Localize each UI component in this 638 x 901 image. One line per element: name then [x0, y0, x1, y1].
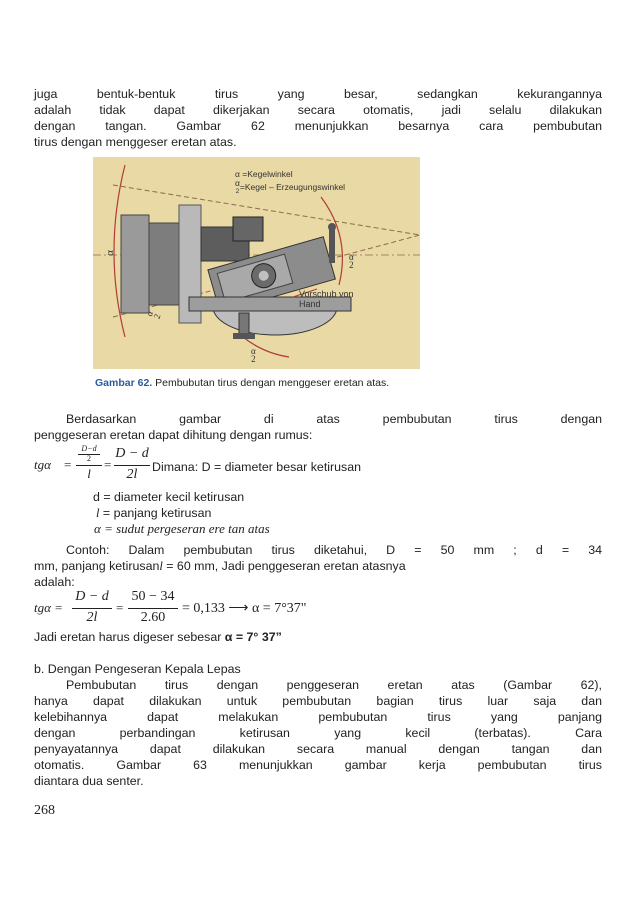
formula1-where: Dimana: D = diameter besar ketirusan	[152, 460, 362, 474]
example-line: Contoh: Dalam pembubutan tirus diketahui, D = 50 mm ; d = 34	[66, 543, 602, 557]
formula1-lhs: tgα	[34, 457, 51, 472]
formula2-lhs: tgα =	[34, 600, 63, 615]
example-line2-l: l	[159, 559, 163, 573]
section-b-line: Pembubutan tirus dengan penggeseran eretan atas (Gambar 62),	[66, 678, 602, 692]
conclusion-text: Jadi eretan harus digeser sebesar	[34, 630, 222, 644]
formula2-denominator1: 2l	[86, 610, 98, 625]
formula2-bar2	[128, 608, 178, 609]
conclusion-value: α = 7° 37”	[221, 630, 282, 644]
half-angle-alpha: α	[349, 252, 354, 262]
half-angle-alpha: α	[144, 309, 156, 318]
section-b-line: diantara dua senter.	[34, 774, 144, 788]
page-number: 268	[34, 803, 55, 818]
section-b-line: hanya dapat dilakukan untuk pembubutan bagian tirus luar saja dan	[34, 694, 602, 708]
figure-legend-erzeugungswinkel	[235, 180, 345, 195]
section-b-line: dengan perbandingan ketirusan yang kecil (terbatas). Cara	[34, 726, 602, 740]
definition-d: d = diameter kecil ketirusan	[93, 490, 245, 504]
formula2-numerator1: D − d	[75, 589, 109, 604]
section-b-heading: b. Dengan Pengeseran Kepala Lepas	[34, 662, 241, 676]
figure-legend-kegelwinkel: α =Kegelwinkel	[235, 169, 293, 179]
vorschub-label	[299, 289, 354, 309]
half-angle-label-right	[349, 253, 354, 269]
paragraph-line: Berdasarkan gambar di atas pembubutan tirus dengan	[66, 412, 602, 426]
legend-alpha: α	[235, 178, 240, 188]
hand-text: Hand	[299, 299, 321, 309]
definition-l-symbol: l	[96, 506, 100, 520]
formula1-main-bar	[114, 465, 150, 466]
section-b-line: penyayatannya dapat dilakukan secara manual dengan tangan dan	[34, 742, 602, 756]
formula1-eq2: =	[104, 457, 112, 472]
paragraph-line: juga bentuk-bentuk tirus yang besar, sedangkan kekurangannya	[34, 87, 602, 101]
half-angle-two: 2	[151, 312, 163, 321]
half-angle-label-bottom	[251, 347, 256, 363]
paragraph-line: adalah tidak dapat dikerjakan secara otomatis, jadi selalu dilakukan	[34, 103, 602, 117]
definition-alpha: α = sudut pergeseran ere tan atas	[94, 521, 270, 536]
paragraph-line: tirus dengan menggeser eretan atas.	[34, 135, 237, 149]
section-b-line: otomatis. Gambar 63 menunjukkan gambar kerja pembubutan tirus	[34, 758, 602, 772]
definition-l	[96, 505, 211, 521]
formula2-bar1	[72, 608, 112, 609]
formula2-numerator2: 50 − 34	[131, 589, 175, 604]
example-line2-b: = 60 mm, Jadi penggeseran eretan atasnya	[162, 559, 406, 573]
vorschub-text: Vorschub von	[299, 289, 354, 299]
formula1-small-denominator: 2	[87, 454, 91, 463]
example-line2-a: mm, panjang ketirusan	[34, 559, 160, 573]
formula1-small-numerator: D−d	[81, 444, 97, 453]
figure-62-lathe-taper	[93, 157, 420, 369]
figure-caption	[95, 377, 389, 389]
formula2-eq: =	[116, 600, 124, 615]
formula1-denominator: 2l	[126, 467, 138, 482]
legend-erzeugungswinkel-text: =Kegel – Erzeugungswinkel	[239, 181, 346, 192]
example-line	[34, 558, 602, 574]
alpha-angle-label: α	[103, 250, 116, 256]
legend-two: 2	[235, 188, 240, 195]
formula2-result: = 0,133 ⟶ α = 7°37"	[182, 601, 307, 616]
example-line: adalah:	[34, 575, 75, 589]
caption-label: Gambar 62.	[95, 377, 153, 389]
formula1-numerator: D − d	[115, 446, 149, 461]
section-b-line: kelebihannya dapat melakukan pembubutan tirus yang panjang	[34, 710, 602, 724]
formula1-eq: =	[64, 457, 72, 472]
half-angle-two: 2	[251, 354, 256, 364]
formula2-denominator2: 2.60	[140, 610, 166, 625]
paragraph-line: penggeseran eretan dapat dihitung dengan rumus:	[34, 428, 313, 442]
half-angle-two: 2	[349, 260, 354, 270]
half-angle-alpha: α	[251, 346, 256, 356]
paragraph-line: dengan tangan. Gambar 62 menunjukkan besarnya cara pembubutan	[34, 119, 602, 133]
definition-l-text: = panjang ketirusan	[99, 506, 212, 520]
formula1-l: l	[87, 466, 91, 481]
conclusion	[34, 629, 282, 645]
caption-text: Pembubutan tirus dengan menggeser eretan atas.	[152, 377, 390, 389]
